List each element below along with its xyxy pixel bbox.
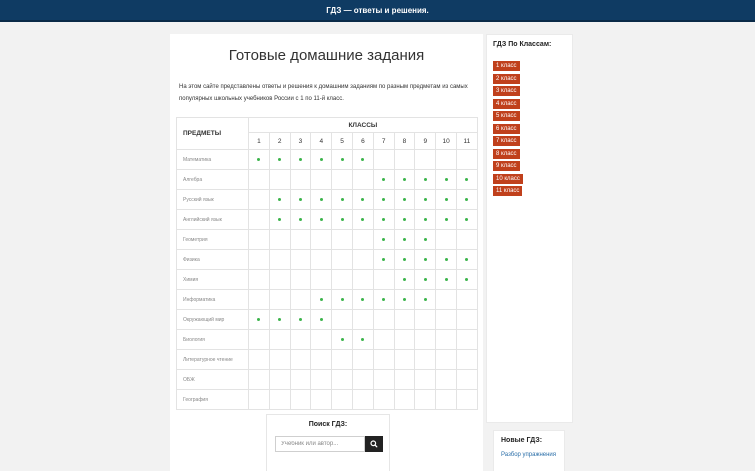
grade-cell [290,230,311,250]
grade-cell-link[interactable] [394,250,415,270]
grade-cell-link[interactable] [352,190,373,210]
availability-dot-icon [341,198,344,201]
availability-dot-icon [257,158,260,161]
sidebar-grade-item [493,179,523,194]
sidebar-grade-item [493,167,523,182]
availability-dot-icon [424,238,427,241]
grade-cell [269,390,290,410]
grade-cell [290,330,311,350]
top-header-bar [0,0,755,22]
table-row [177,270,478,290]
grade-cell [373,310,394,330]
site-brand-link[interactable]: ГДЗ — ответы и решения. [326,6,429,15]
grade-cell [373,350,394,370]
grade-badge-link[interactable]: 7 класс [493,136,520,146]
grade-badge-link[interactable]: 1 класс [493,61,520,71]
grade-cell [290,370,311,390]
grade-cell [415,310,436,330]
grade-cell [456,390,477,410]
grade-cell [394,350,415,370]
grade-badge-link[interactable]: 4 класс [493,99,520,109]
availability-dot-icon [361,298,364,301]
availability-dot-icon [403,218,406,221]
availability-dot-icon [341,338,344,341]
availability-dot-icon [445,178,448,181]
availability-dot-icon [382,258,385,261]
grade-cell [456,310,477,330]
grade-cell [352,370,373,390]
grade-cell-link[interactable] [332,330,353,350]
grade-cell-link[interactable] [373,230,394,250]
new-gdz-box [493,430,565,471]
grade-cell [311,330,332,350]
grade-cell-link[interactable] [269,210,290,230]
subject-name[interactable]: Литературное чтение [177,350,249,370]
grade-badge-link[interactable]: 10 класс [493,174,523,184]
availability-dot-icon [382,198,385,201]
grade-cell [290,350,311,370]
grade-cell [436,290,457,310]
availability-dot-icon [382,238,385,241]
grade-number: 11 [456,133,477,150]
grade-cell-link[interactable] [415,290,436,310]
availability-dot-icon [465,178,468,181]
grade-cell-link[interactable] [269,190,290,210]
grade-cell [352,230,373,250]
availability-dot-icon [403,198,406,201]
availability-dot-icon [424,258,427,261]
grade-cell-link[interactable] [249,150,270,170]
grade-cell-link[interactable] [311,310,332,330]
availability-dot-icon [403,298,406,301]
subject-name[interactable]: Алгебра [177,170,249,190]
grade-cell [249,170,270,190]
subject-name[interactable]: Английский язык [177,210,249,230]
subject-name[interactable]: Химия [177,270,249,290]
grade-cell [373,330,394,350]
grade-badge-link[interactable]: 11 класс [493,186,522,196]
grades-sidebar [486,34,573,423]
grade-badge-link[interactable]: 8 класс [493,149,520,159]
availability-dot-icon [361,338,364,341]
grade-cell [394,330,415,350]
grade-number: 6 [352,133,373,150]
availability-dot-icon [403,278,406,281]
subject-name[interactable]: Окружающий мир [177,310,249,330]
grade-cell [394,390,415,410]
availability-dot-icon [257,318,260,321]
grade-cell [249,270,270,290]
table-row [177,310,478,330]
availability-dot-icon [445,258,448,261]
grade-cell [269,270,290,290]
grade-cell [249,390,270,410]
grade-cell [332,370,353,390]
grade-cell [352,250,373,270]
grade-number: 4 [311,133,332,150]
availability-dot-icon [445,218,448,221]
sidebar-grade-item [493,92,523,107]
availability-dot-icon [465,278,468,281]
grade-cell [415,330,436,350]
grade-cell [269,230,290,250]
subject-name[interactable]: Биология [177,330,249,350]
grade-cell [394,150,415,170]
availability-dot-icon [320,218,323,221]
grade-cell-link[interactable] [456,270,477,290]
table-row [177,210,478,230]
grade-cell [436,370,457,390]
grade-cell [311,270,332,290]
grade-cell-link[interactable] [249,310,270,330]
table-row [177,150,478,170]
availability-dot-icon [341,298,344,301]
grade-cell [352,390,373,410]
grade-cell [311,170,332,190]
grade-cell [332,230,353,250]
grade-cell [332,270,353,290]
grade-cell-link[interactable] [415,170,436,190]
grade-cell [269,370,290,390]
grade-cell-link[interactable] [436,270,457,290]
grade-cell-link[interactable] [332,210,353,230]
availability-dot-icon [424,218,427,221]
grade-cell-link[interactable] [415,270,436,290]
sidebar-grade-item [493,67,523,82]
grade-cell [269,290,290,310]
grade-cell-link[interactable] [394,210,415,230]
availability-dot-icon [424,298,427,301]
grade-badge-link[interactable]: 3 класс [493,86,520,96]
subjects-header: ПРЕДМЕТЫ [177,118,249,150]
grade-cell [332,350,353,370]
grade-cell-link[interactable] [332,290,353,310]
search-box [266,414,390,471]
grade-cell [436,150,457,170]
grade-cell [290,390,311,410]
table-row [177,390,478,410]
availability-dot-icon [320,298,323,301]
table-row [177,190,478,210]
grade-cell [373,150,394,170]
grade-cell [373,370,394,390]
grade-cell [269,250,290,270]
grade-cell [269,170,290,190]
grade-cell [456,290,477,310]
grade-number: 10 [436,133,457,150]
availability-dot-icon [382,218,385,221]
search-button[interactable] [365,436,383,452]
grade-cell-link[interactable] [269,150,290,170]
sidebar-grade-item [493,54,523,69]
new-gdz-title: Новые ГДЗ: [501,437,543,444]
sidebar-title: ГДЗ По Классам: [493,41,552,48]
grade-cell [394,370,415,390]
availability-dot-icon [361,198,364,201]
grade-cell [311,350,332,370]
new-gdz-link[interactable]: Разбор упражнения [501,452,557,458]
intro-text: На этом сайте представлены ответы и решения к домашним заданиям по разным предметам из самых популярных школьных учебников России с 1 по 11-й класс. [179,84,468,102]
table-row [177,370,478,390]
availability-dot-icon [320,158,323,161]
subject-name[interactable]: География [177,390,249,410]
availability-dot-icon [465,198,468,201]
grade-number: 5 [332,133,353,150]
grade-cell-link[interactable] [394,270,415,290]
availability-dot-icon [445,278,448,281]
availability-dot-icon [465,218,468,221]
grade-cell [436,330,457,350]
availability-dot-icon [382,178,385,181]
grade-cell [249,210,270,230]
grade-cell-link[interactable] [352,150,373,170]
grade-cell [311,370,332,390]
grade-cell-link[interactable] [373,250,394,270]
grade-cell [290,250,311,270]
grade-cell-link[interactable] [290,190,311,210]
table-row [177,290,478,310]
grade-cell-link[interactable] [436,210,457,230]
search-icon [365,436,383,452]
grade-cell [332,310,353,330]
search-title: Поиск ГДЗ: [308,421,348,428]
grade-cell-link[interactable] [436,190,457,210]
availability-dot-icon [424,178,427,181]
grade-cell [456,370,477,390]
sidebar-grade-item [493,79,523,94]
availability-dot-icon [424,278,427,281]
sidebar-grade-item [493,104,523,119]
grade-cell-link[interactable] [456,250,477,270]
grade-cell-link[interactable] [352,330,373,350]
grades-header: КЛАССЫ [249,118,478,133]
grade-badge-link[interactable]: 9 класс [493,161,520,171]
availability-dot-icon [403,178,406,181]
grade-badge-link[interactable]: 6 класс [493,124,520,134]
subject-name[interactable]: Физика [177,250,249,270]
grade-number: 8 [394,133,415,150]
grade-cell [456,350,477,370]
grade-cell [311,230,332,250]
grade-cell [249,330,270,350]
grade-cell [415,390,436,410]
table-row [177,230,478,250]
grade-cell-link[interactable] [352,290,373,310]
availability-dot-icon [320,198,323,201]
grade-cell-link[interactable] [332,190,353,210]
availability-dot-icon [403,238,406,241]
grade-cell [456,150,477,170]
grade-cell [352,270,373,290]
grade-cell [436,390,457,410]
grade-cell-link[interactable] [415,230,436,250]
grade-cell [290,270,311,290]
grade-list [493,54,523,192]
subject-name[interactable]: ОБЖ [177,370,249,390]
grade-cell [456,230,477,250]
grade-cell [352,170,373,190]
table-row [177,170,478,190]
sidebar-grade-item [493,117,523,132]
grade-cell [290,170,311,190]
availability-dot-icon [465,258,468,261]
grade-cell-link[interactable] [394,190,415,210]
grade-cell-link[interactable] [456,170,477,190]
grade-cell-link[interactable] [456,210,477,230]
availability-dot-icon [361,218,364,221]
grade-cell [415,370,436,390]
grade-cell [311,390,332,410]
grade-number: 2 [269,133,290,150]
grade-cell [415,150,436,170]
availability-dot-icon [320,318,323,321]
grade-cell [332,390,353,410]
grade-cell [456,330,477,350]
grade-cell [249,230,270,250]
grade-cell-link[interactable] [373,170,394,190]
grade-cell [290,290,311,310]
grade-cell [373,390,394,410]
grade-number: 3 [290,133,311,150]
table-row [177,330,478,350]
availability-dot-icon [299,318,302,321]
grade-cell-link[interactable] [373,290,394,310]
sidebar-grade-item [493,129,523,144]
subject-name[interactable]: Геометрия [177,230,249,250]
grade-cell-link[interactable] [373,190,394,210]
grade-cell-link[interactable] [415,190,436,210]
sidebar-grade-item [493,154,523,169]
sidebar-grade-item [493,142,523,157]
grade-badge-link[interactable]: 2 класс [493,74,520,84]
grade-cell-link[interactable] [311,290,332,310]
availability-dot-icon [445,198,448,201]
grade-cell [269,350,290,370]
grade-cell-link[interactable] [332,150,353,170]
grade-cell-link[interactable] [290,210,311,230]
subject-name[interactable]: Русский язык [177,190,249,210]
grade-cell-link[interactable] [415,250,436,270]
grade-cell [332,250,353,270]
page-title: Готовые домашние задания [228,47,425,64]
grade-cell-link[interactable] [352,210,373,230]
grade-cell [249,370,270,390]
grade-cell-link[interactable] [311,210,332,230]
availability-dot-icon [278,218,281,221]
grade-cell-link[interactable] [290,310,311,330]
subject-name[interactable]: Математика [177,150,249,170]
availability-dot-icon [424,198,427,201]
grade-cell [436,350,457,370]
grade-cell-link[interactable] [311,150,332,170]
grade-cell-link[interactable] [269,310,290,330]
grade-badge-link[interactable]: 5 класс [493,111,520,121]
availability-dot-icon [299,158,302,161]
table-row [177,350,478,370]
grade-cell [311,250,332,270]
grade-cell-link[interactable] [456,190,477,210]
availability-dot-icon [278,198,281,201]
grade-cell [373,270,394,290]
subjects-grades-table [176,117,478,410]
grade-cell [436,310,457,330]
grade-cell [436,230,457,250]
availability-dot-icon [403,258,406,261]
grade-cell-link[interactable] [311,190,332,210]
search-input[interactable] [275,436,365,452]
grade-cell [249,290,270,310]
grade-cell-link[interactable] [373,210,394,230]
availability-dot-icon [299,198,302,201]
grade-cell [332,170,353,190]
grade-cell-link[interactable] [436,250,457,270]
grade-cell [394,310,415,330]
grade-cell [249,350,270,370]
grade-cell [249,190,270,210]
table-row [177,250,478,270]
subject-name[interactable]: Информатика [177,290,249,310]
availability-dot-icon [278,318,281,321]
availability-dot-icon [341,218,344,221]
grade-cell-link[interactable] [394,230,415,250]
grade-cell-link[interactable] [415,210,436,230]
availability-dot-icon [299,218,302,221]
grade-cell-link[interactable] [394,170,415,190]
grade-cell-link[interactable] [436,170,457,190]
grade-number: 1 [249,133,270,150]
grade-cell [415,350,436,370]
grade-cell [352,350,373,370]
availability-dot-icon [382,298,385,301]
availability-dot-icon [278,158,281,161]
availability-dot-icon [341,158,344,161]
grade-number: 7 [373,133,394,150]
grade-cell-link[interactable] [394,290,415,310]
grade-cell [249,250,270,270]
grade-cell [352,310,373,330]
availability-dot-icon [361,158,364,161]
grade-cell-link[interactable] [290,150,311,170]
grade-cell [269,330,290,350]
grade-number: 9 [415,133,436,150]
